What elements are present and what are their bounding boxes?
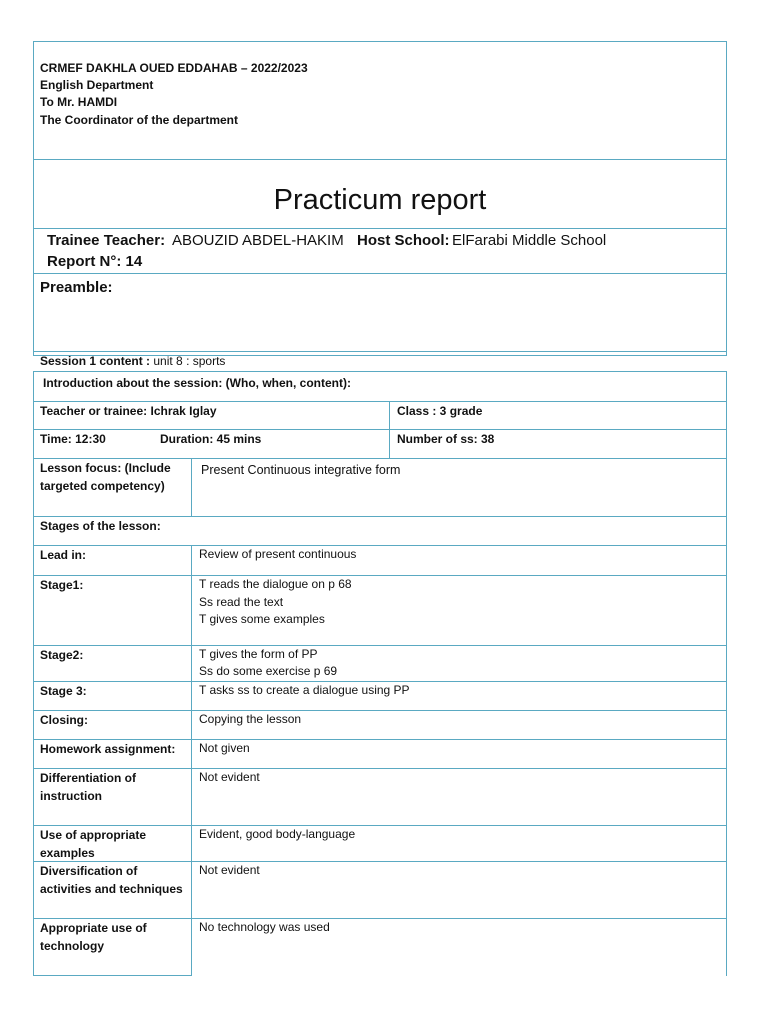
row-label xyxy=(40,683,87,701)
row-label-line: Closing: xyxy=(40,713,88,727)
session-value: unit 8 : sports xyxy=(153,354,226,368)
row-label xyxy=(40,920,147,955)
row-value-line: No technology was used xyxy=(199,920,330,934)
trainee-value: ABOUZID ABDEL-HAKIM xyxy=(172,232,344,249)
row-value xyxy=(199,646,337,679)
class-grade: Class : 3 grade xyxy=(397,404,483,418)
row-value-line: Evident, good body-language xyxy=(199,827,356,841)
row-value-line: T asks ss to create a dialogue using PP xyxy=(199,683,410,697)
session-content xyxy=(40,353,225,370)
report-number: Report N°: 14 xyxy=(47,253,143,270)
row-label-line: Appropriate use of xyxy=(40,921,147,935)
row-value-line: Not evident xyxy=(199,770,260,784)
row-label-line: Use of appropriate xyxy=(40,828,147,842)
row-value-line: Not given xyxy=(199,741,250,755)
session-label: Session 1 content : xyxy=(40,354,151,368)
row-value-line: T gives some examples xyxy=(199,612,325,626)
row-label-line: Differentiation of xyxy=(40,771,136,785)
intro-label: Introduction about the session: (Who, when, content): xyxy=(43,376,351,390)
row-label xyxy=(40,863,183,898)
table-row xyxy=(33,710,727,740)
row-value xyxy=(199,862,260,879)
row-value xyxy=(199,546,356,563)
header-line-1: CRMEF DAKHLA OUED EDDAHAB – 2022/2023 xyxy=(40,61,308,75)
row-label-line: Stage 3: xyxy=(40,684,87,698)
table-row xyxy=(33,645,727,682)
row-value-line: Ss do some exercise p 69 xyxy=(199,663,338,678)
row-value xyxy=(199,711,301,728)
row-value xyxy=(199,576,352,629)
header-box xyxy=(33,41,727,160)
row-label xyxy=(40,827,146,862)
row-label-line: instruction xyxy=(40,788,102,803)
lesson-focus-label-2: targeted competency) xyxy=(40,479,165,493)
row-value xyxy=(199,769,260,786)
header-line-3: To Mr. HAMDI xyxy=(40,95,118,109)
row-value-line: Copying the lesson xyxy=(199,712,302,726)
row-value-line: T reads the dialogue on p 68 xyxy=(199,577,352,591)
row-label xyxy=(40,647,83,665)
preamble-label: Preamble: xyxy=(40,279,113,296)
row-label-line: Stage2: xyxy=(40,648,84,662)
table-row xyxy=(33,768,727,826)
school-label: Host School: xyxy=(357,232,450,249)
lesson-focus-label-1: Lesson focus: (Include xyxy=(40,461,171,475)
header-line-4: The Coordinator of the department xyxy=(40,113,238,127)
row-label xyxy=(40,770,136,805)
table-row xyxy=(33,545,727,576)
row-label xyxy=(40,577,83,595)
number-of-students: Number of ss: 38 xyxy=(397,432,495,446)
school-value: ElFarabi Middle School xyxy=(452,232,607,249)
row-label-line: Stage1: xyxy=(40,578,84,592)
session-duration: Duration: 45 mins xyxy=(160,432,262,446)
table-row xyxy=(33,575,727,646)
row-value xyxy=(199,682,410,699)
row-value-line: Review of present continuous xyxy=(199,547,357,561)
row-value-line: Ss read the text xyxy=(199,594,284,609)
row-label-line: Diversification of xyxy=(40,864,138,878)
row-label-line: activities and techniques xyxy=(40,881,183,896)
row-value xyxy=(199,740,250,757)
row-value-line: T gives the form of PP xyxy=(199,647,318,661)
trainee-label: Trainee Teacher: xyxy=(47,232,166,249)
session-time: Time: 12:30 xyxy=(40,432,106,446)
teacher-name: Teacher or trainee: Ichrak Iglay xyxy=(40,404,217,418)
row-label xyxy=(40,712,88,730)
time-row xyxy=(33,429,727,459)
page-title: Practicum report xyxy=(273,184,487,216)
row-label-line: Lead in: xyxy=(40,548,87,562)
header-line-2: English Department xyxy=(40,78,154,92)
row-value xyxy=(199,919,330,936)
row-label-line: technology xyxy=(40,938,105,953)
lesson-focus-value: Present Continuous integrative form xyxy=(201,463,401,477)
row-label-line: examples xyxy=(40,845,95,860)
row-label xyxy=(40,741,175,759)
row-label xyxy=(40,547,86,565)
row-value xyxy=(199,826,355,843)
row-value-line: Not evident xyxy=(199,863,260,877)
row-label-line: Homework assignment: xyxy=(40,742,176,756)
stages-label: Stages of the lesson: xyxy=(40,519,161,533)
